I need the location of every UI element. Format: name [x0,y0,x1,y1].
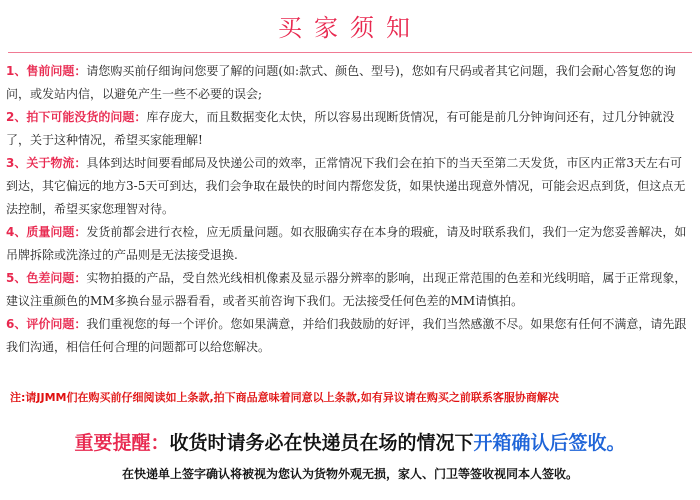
notice-item-review [6,313,692,359]
notice-item-logistics [6,152,692,221]
notice-item-text: 发货前都会进行衣检，应无质量问题。如衣服确实存在本身的瑕疵，请及时联系我们，我们一定为您妥善解决，如吊牌拆除或洗涤过的产品则是无法接受退换. [6,225,687,262]
important-reminder-emphasis: 开箱确认后签收。 [473,432,626,454]
title-divider [8,52,692,53]
notice-item-quality [6,221,692,267]
notice-item-text: 我们重视您的每一个评价。您如果满意，并给们我鼓励的好评，我们当然感激不尽。如果您有任何不满意，请先跟我们沟通，相信任何合理的问题都可以给您解决。 [6,317,687,354]
notice-item-presale [6,60,692,106]
notice-item-out-of-stock [6,106,692,152]
notice-item-label: 2、拍下可能没货的问题： [6,110,147,124]
notice-item-label: 6、评价问题： [6,317,87,331]
notice-item-label: 3、关于物流： [6,156,87,170]
notice-item-text: 库存庞大，而且数据变化太快，所以容易出现断货情况，有可能是前几分钟询问还有，过几分钟就没了，关于这种情况，希望买家能理解! [6,110,675,147]
notice-item-label: 4、质量问题： [6,225,87,239]
terms-note: 注:请JJMM们在购买前仔细阅读如上条款,拍下商品意味着同意以上条款,如有异议请在购买之前联系客服协商解决 [10,391,559,404]
notice-list [6,60,692,359]
important-reminder-body: 收货时请务必在快递员在场的情况下 [169,432,474,454]
notice-item-text: 实物拍摄的产品，受自然光线相机像素及显示器分辨率的影响，出现正常范围的色差和光线明暗，属于正常现象，建议注重颜色的MM多换台显示器看看，或者买前咨询下我们。无法接受任何色差的MM请慎拍。 [6,271,687,308]
notice-item-color-difference [6,267,692,313]
signature-note: 在快递单上签字确认将被视为您认为货物外观无损，家人、门卫等签收视同本人签收。 [121,467,578,481]
notice-item-text: 具体到达时间要看邮局及快递公司的效率，正常情况下我们会在拍下的当天至第二天发货，市区内正常3天左右可到达，其它偏远的地方3-5天可到达，我们会争取在最快的时间内帮您发货，如果快递出现意外情况，可能会迟点到货，但这点无法控制，希望买家您理智对待。 [6,156,686,216]
important-reminder-lead: 重要提醒： [74,432,170,454]
page-title: 买家须知 [278,14,422,42]
notice-item-text: 请您购买前仔细询问您要了解的问题(如:款式、颜色、型号)，您如有尺码或者其它问题，我们会耐心答复您的询问，或发站内信，以避免产生一些不必要的误会; [6,64,676,101]
notice-item-label: 1、售前问题： [6,64,87,78]
important-reminder [0,428,700,455]
notice-item-label: 5、色差问题： [6,271,87,285]
